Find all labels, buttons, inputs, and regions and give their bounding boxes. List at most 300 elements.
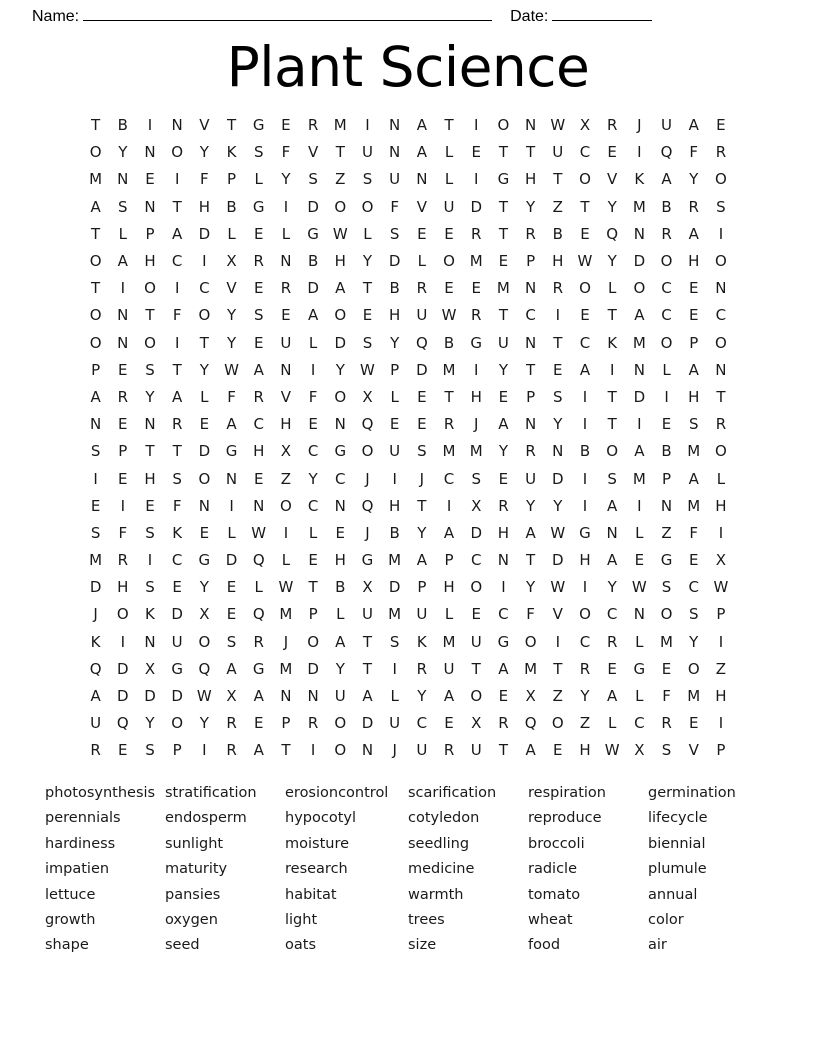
- grid-letter[interactable]: L: [607, 279, 617, 298]
- grid-letter[interactable]: T: [607, 415, 617, 434]
- grid-letter[interactable]: T: [362, 659, 373, 678]
- grid-letter[interactable]: E: [253, 469, 264, 488]
- grid-letter[interactable]: Z: [661, 523, 672, 542]
- grid-letter[interactable]: A: [688, 360, 699, 379]
- grid-letter[interactable]: G: [660, 551, 673, 570]
- grid-letter[interactable]: H: [334, 551, 346, 570]
- grid-letter[interactable]: E: [444, 279, 454, 298]
- grid-letter[interactable]: L: [200, 387, 209, 406]
- grid-letter[interactable]: P: [227, 170, 237, 189]
- grid-letter[interactable]: G: [334, 442, 347, 461]
- grid-letter[interactable]: R: [525, 224, 536, 243]
- grid-letter[interactable]: H: [280, 415, 292, 434]
- grid-letter[interactable]: N: [117, 170, 129, 189]
- grid-letter[interactable]: O: [579, 170, 591, 189]
- grid-letter[interactable]: W: [577, 252, 593, 271]
- grid-letter[interactable]: X: [226, 252, 237, 271]
- word-list-item[interactable]: warmth: [408, 886, 464, 903]
- grid-letter[interactable]: G: [633, 659, 646, 678]
- grid-letter[interactable]: N: [253, 496, 265, 515]
- grid-letter[interactable]: W: [550, 523, 566, 542]
- grid-letter[interactable]: U: [470, 632, 482, 651]
- grid-letter[interactable]: L: [444, 143, 454, 162]
- grid-letter[interactable]: M: [442, 632, 456, 651]
- grid-letter[interactable]: P: [91, 360, 101, 379]
- grid-letter[interactable]: N: [307, 687, 319, 706]
- grid-letter[interactable]: T: [145, 442, 155, 461]
- grid-letter[interactable]: R: [443, 415, 455, 434]
- grid-letter[interactable]: O: [470, 687, 483, 706]
- grid-letter[interactable]: K: [634, 170, 645, 189]
- word-list-item[interactable]: medicine: [408, 861, 475, 878]
- grid-letter[interactable]: C: [470, 551, 482, 570]
- grid-letter[interactable]: I: [637, 143, 642, 162]
- grid-letter[interactable]: C: [416, 714, 428, 733]
- grid-letter[interactable]: L: [635, 523, 644, 542]
- grid-letter[interactable]: N: [606, 523, 618, 542]
- grid-letter[interactable]: Q: [524, 714, 537, 733]
- grid-letter[interactable]: N: [117, 333, 129, 352]
- grid-letter[interactable]: S: [145, 523, 155, 542]
- grid-letter[interactable]: F: [526, 605, 535, 624]
- grid-letter[interactable]: O: [361, 442, 374, 461]
- grid-letter[interactable]: Q: [415, 333, 428, 352]
- grid-letter[interactable]: D: [117, 687, 129, 706]
- grid-letter[interactable]: I: [582, 469, 588, 488]
- grid-letter[interactable]: P: [662, 469, 672, 488]
- grid-letter[interactable]: N: [389, 143, 401, 162]
- grid-letter[interactable]: L: [444, 605, 454, 624]
- grid-letter[interactable]: D: [334, 333, 347, 352]
- grid-letter[interactable]: U: [470, 741, 482, 760]
- grid-letter[interactable]: Y: [226, 333, 237, 352]
- grid-letter[interactable]: A: [607, 551, 618, 570]
- grid-letter[interactable]: C: [171, 551, 183, 570]
- grid-letter[interactable]: M: [496, 279, 510, 298]
- grid-letter[interactable]: E: [199, 523, 210, 542]
- grid-letter[interactable]: H: [198, 197, 210, 216]
- grid-letter[interactable]: S: [389, 224, 400, 243]
- grid-letter[interactable]: M: [687, 687, 701, 706]
- grid-letter[interactable]: H: [579, 741, 591, 760]
- grid-letter[interactable]: F: [200, 170, 209, 189]
- grid-letter[interactable]: N: [497, 551, 510, 570]
- grid-letter[interactable]: W: [196, 687, 212, 706]
- grid-letter[interactable]: C: [171, 252, 183, 271]
- grid-letter[interactable]: G: [361, 551, 374, 570]
- grid-letter[interactable]: D: [552, 551, 564, 570]
- grid-letter[interactable]: E: [417, 415, 427, 434]
- grid-letter[interactable]: I: [582, 415, 588, 434]
- word-list-item[interactable]: air: [648, 937, 667, 954]
- grid-letter[interactable]: Q: [252, 551, 265, 570]
- grid-letter[interactable]: M: [89, 170, 103, 189]
- grid-letter[interactable]: C: [579, 143, 591, 162]
- grid-letter[interactable]: L: [390, 387, 399, 406]
- grid-letter[interactable]: F: [689, 143, 699, 162]
- word-list-item[interactable]: scarification: [408, 785, 497, 801]
- grid-letter[interactable]: R: [606, 116, 618, 135]
- grid-letter[interactable]: D: [144, 687, 156, 706]
- grid-letter[interactable]: D: [361, 714, 374, 733]
- grid-letter[interactable]: J: [392, 741, 397, 760]
- grid-letter[interactable]: J: [419, 469, 425, 488]
- grid-letter[interactable]: T: [607, 387, 617, 406]
- grid-letter[interactable]: E: [172, 578, 182, 597]
- grid-letter[interactable]: P: [172, 741, 182, 760]
- grid-letter[interactable]: V: [199, 116, 210, 135]
- grid-letter[interactable]: B: [389, 523, 400, 542]
- grid-letter[interactable]: P: [716, 741, 726, 760]
- grid-letter[interactable]: I: [609, 360, 615, 379]
- grid-letter[interactable]: D: [307, 197, 319, 216]
- grid-letter[interactable]: E: [661, 415, 672, 434]
- grid-letter[interactable]: P: [526, 387, 536, 406]
- word-list-item[interactable]: respiration: [528, 785, 606, 801]
- grid-letter[interactable]: Y: [226, 306, 237, 325]
- grid-letter[interactable]: Y: [145, 714, 155, 733]
- word-list-item[interactable]: reproduce: [528, 810, 602, 827]
- word-list-item[interactable]: radicle: [528, 861, 578, 878]
- grid-letter[interactable]: M: [469, 252, 483, 271]
- grid-letter[interactable]: S: [145, 741, 155, 760]
- word-list-item[interactable]: plumule: [648, 861, 707, 878]
- word-list-item[interactable]: annual: [648, 886, 698, 903]
- grid-letter[interactable]: Q: [606, 224, 619, 243]
- grid-letter[interactable]: A: [525, 523, 536, 542]
- word-list-item[interactable]: moisture: [285, 835, 350, 852]
- grid-letter[interactable]: M: [442, 360, 456, 379]
- grid-letter[interactable]: T: [498, 224, 508, 243]
- grid-letter[interactable]: U: [334, 687, 346, 706]
- grid-letter[interactable]: E: [118, 741, 128, 760]
- grid-letter[interactable]: V: [307, 143, 319, 162]
- grid-letter[interactable]: T: [553, 333, 563, 352]
- grid-letter[interactable]: Y: [199, 360, 209, 379]
- word-list-item[interactable]: perennials: [45, 810, 121, 827]
- grid-letter[interactable]: A: [416, 551, 427, 570]
- grid-letter[interactable]: R: [416, 279, 428, 298]
- word-list-item[interactable]: hardiness: [45, 835, 116, 852]
- grid-letter[interactable]: U: [361, 605, 373, 624]
- grid-letter[interactable]: C: [525, 306, 536, 325]
- word-list-item[interactable]: food: [528, 937, 561, 954]
- grid-letter[interactable]: L: [607, 714, 617, 733]
- grid-letter[interactable]: R: [226, 714, 237, 733]
- grid-letter[interactable]: Y: [390, 333, 400, 352]
- grid-letter[interactable]: I: [718, 224, 724, 243]
- grid-letter[interactable]: H: [524, 170, 537, 189]
- grid-letter[interactable]: E: [226, 605, 237, 624]
- grid-letter[interactable]: P: [716, 605, 726, 624]
- grid-letter[interactable]: T: [553, 659, 563, 678]
- grid-letter[interactable]: U: [389, 442, 401, 461]
- grid-letter[interactable]: I: [120, 632, 125, 651]
- grid-letter[interactable]: C: [253, 415, 264, 434]
- grid-letter[interactable]: Z: [579, 714, 591, 733]
- grid-letter[interactable]: O: [144, 333, 156, 352]
- grid-letter[interactable]: E: [471, 279, 481, 298]
- grid-letter[interactable]: E: [716, 116, 726, 135]
- grid-letter[interactable]: I: [474, 170, 479, 189]
- grid-letter[interactable]: X: [471, 496, 482, 515]
- grid-letter[interactable]: L: [281, 224, 291, 243]
- grid-letter[interactable]: R: [253, 632, 264, 651]
- grid-letter[interactable]: L: [308, 523, 318, 542]
- grid-letter[interactable]: U: [443, 659, 455, 678]
- grid-letter[interactable]: B: [661, 197, 672, 216]
- grid-letter[interactable]: P: [526, 252, 536, 271]
- grid-letter[interactable]: Q: [116, 714, 129, 733]
- grid-letter[interactable]: G: [497, 632, 510, 651]
- grid-letter[interactable]: X: [362, 387, 373, 406]
- grid-letter[interactable]: N: [633, 224, 645, 243]
- grid-letter[interactable]: H: [389, 306, 401, 325]
- grid-letter[interactable]: E: [362, 306, 373, 325]
- grid-letter[interactable]: U: [661, 116, 673, 135]
- grid-letter[interactable]: M: [632, 197, 646, 216]
- grid-letter[interactable]: J: [365, 523, 370, 542]
- grid-letter[interactable]: A: [443, 523, 455, 542]
- grid-letter[interactable]: I: [555, 306, 560, 325]
- grid-letter[interactable]: L: [635, 687, 644, 706]
- grid-letter[interactable]: T: [580, 197, 590, 216]
- grid-letter[interactable]: C: [661, 306, 672, 325]
- grid-letter[interactable]: N: [715, 360, 727, 379]
- grid-letter[interactable]: A: [634, 306, 645, 325]
- grid-letter[interactable]: R: [307, 714, 319, 733]
- grid-letter[interactable]: E: [118, 415, 128, 434]
- grid-letter[interactable]: Y: [607, 252, 617, 271]
- grid-letter[interactable]: Q: [361, 496, 374, 515]
- grid-letter[interactable]: E: [553, 741, 563, 760]
- grid-letter[interactable]: D: [307, 659, 319, 678]
- grid-letter[interactable]: O: [715, 333, 727, 352]
- grid-letter[interactable]: Z: [552, 197, 563, 216]
- grid-letter[interactable]: W: [550, 578, 566, 597]
- grid-letter[interactable]: C: [715, 306, 727, 325]
- grid-letter[interactable]: T: [91, 224, 101, 243]
- grid-letter[interactable]: V: [607, 170, 618, 189]
- grid-letter[interactable]: I: [718, 714, 724, 733]
- grid-letter[interactable]: M: [89, 551, 103, 570]
- grid-letter[interactable]: O: [334, 741, 347, 760]
- grid-letter[interactable]: U: [171, 632, 183, 651]
- grid-letter[interactable]: L: [227, 523, 236, 542]
- grid-letter[interactable]: D: [470, 523, 482, 542]
- grid-letter[interactable]: E: [145, 496, 155, 515]
- grid-letter[interactable]: E: [444, 224, 454, 243]
- grid-letter[interactable]: N: [334, 415, 346, 434]
- grid-letter[interactable]: R: [471, 306, 482, 325]
- grid-letter[interactable]: B: [226, 197, 237, 216]
- grid-letter[interactable]: T: [607, 306, 617, 325]
- grid-letter[interactable]: O: [497, 116, 510, 135]
- grid-letter[interactable]: G: [225, 442, 238, 461]
- grid-letter[interactable]: Y: [689, 632, 699, 651]
- grid-letter[interactable]: C: [579, 632, 591, 651]
- grid-letter[interactable]: S: [253, 143, 264, 162]
- word-list-item[interactable]: impatien: [45, 861, 110, 878]
- grid-letter[interactable]: H: [144, 252, 156, 271]
- grid-letter[interactable]: A: [525, 741, 536, 760]
- grid-letter[interactable]: L: [308, 333, 318, 352]
- grid-letter[interactable]: T: [716, 387, 726, 406]
- grid-letter[interactable]: O: [171, 714, 184, 733]
- grid-letter[interactable]: S: [389, 632, 400, 651]
- grid-letter[interactable]: A: [661, 170, 672, 189]
- grid-letter[interactable]: O: [361, 197, 374, 216]
- grid-letter[interactable]: U: [90, 714, 102, 733]
- grid-letter[interactable]: S: [688, 605, 699, 624]
- grid-letter[interactable]: P: [417, 578, 427, 597]
- grid-letter[interactable]: A: [607, 687, 618, 706]
- grid-letter[interactable]: E: [471, 143, 481, 162]
- grid-letter[interactable]: C: [688, 578, 699, 597]
- grid-letter[interactable]: Y: [607, 578, 617, 597]
- grid-letter[interactable]: A: [335, 279, 346, 298]
- grid-letter[interactable]: I: [474, 360, 479, 379]
- grid-letter[interactable]: H: [688, 252, 700, 271]
- grid-letter[interactable]: S: [253, 306, 264, 325]
- grid-letter[interactable]: N: [280, 360, 292, 379]
- grid-letter[interactable]: J: [365, 469, 370, 488]
- grid-letter[interactable]: U: [416, 741, 428, 760]
- grid-letter[interactable]: R: [280, 279, 292, 298]
- grid-letter[interactable]: A: [226, 659, 237, 678]
- grid-letter[interactable]: H: [144, 469, 156, 488]
- grid-letter[interactable]: V: [280, 387, 292, 406]
- grid-letter[interactable]: Y: [526, 496, 536, 515]
- grid-letter[interactable]: N: [633, 605, 645, 624]
- grid-letter[interactable]: T: [526, 551, 536, 570]
- grid-letter[interactable]: N: [334, 496, 346, 515]
- word-list-item[interactable]: oats: [285, 937, 316, 954]
- grid-letter[interactable]: Y: [526, 197, 536, 216]
- grid-letter[interactable]: I: [365, 116, 370, 135]
- grid-letter[interactable]: J: [93, 605, 98, 624]
- grid-letter[interactable]: N: [144, 143, 156, 162]
- grid-letter[interactable]: O: [171, 143, 184, 162]
- grid-letter[interactable]: D: [307, 279, 319, 298]
- grid-letter[interactable]: C: [498, 605, 509, 624]
- grid-letter[interactable]: X: [634, 741, 645, 760]
- grid-letter[interactable]: I: [120, 279, 125, 298]
- grid-letter[interactable]: A: [335, 632, 346, 651]
- grid-letter[interactable]: D: [225, 551, 238, 570]
- grid-letter[interactable]: R: [117, 387, 128, 406]
- grid-letter[interactable]: S: [607, 469, 617, 488]
- grid-letter[interactable]: F: [662, 687, 671, 706]
- grid-letter[interactable]: Q: [252, 605, 265, 624]
- grid-letter[interactable]: A: [172, 224, 183, 243]
- word-list-item[interactable]: erosioncontrol: [285, 785, 389, 801]
- grid-letter[interactable]: H: [443, 578, 455, 597]
- grid-letter[interactable]: A: [90, 387, 101, 406]
- grid-letter[interactable]: L: [118, 224, 127, 243]
- grid-letter[interactable]: D: [117, 659, 129, 678]
- grid-letter[interactable]: D: [89, 578, 102, 597]
- grid-letter[interactable]: U: [389, 714, 401, 733]
- grid-letter[interactable]: O: [551, 714, 564, 733]
- grid-letter[interactable]: R: [715, 415, 727, 434]
- grid-letter[interactable]: E: [607, 659, 617, 678]
- grid-letter[interactable]: W: [604, 741, 620, 760]
- grid-letter[interactable]: E: [580, 224, 590, 243]
- word-list-item[interactable]: oxygen: [165, 912, 218, 929]
- grid-letter[interactable]: N: [89, 415, 102, 434]
- grid-letter[interactable]: V: [416, 197, 427, 216]
- grid-letter[interactable]: X: [579, 116, 591, 135]
- grid-letter[interactable]: E: [253, 714, 264, 733]
- grid-letter[interactable]: D: [198, 442, 211, 461]
- grid-letter[interactable]: R: [307, 116, 319, 135]
- grid-letter[interactable]: O: [89, 252, 102, 271]
- grid-letter[interactable]: A: [172, 387, 183, 406]
- grid-letter[interactable]: H: [715, 687, 727, 706]
- grid-letter[interactable]: T: [417, 496, 427, 515]
- grid-letter[interactable]: E: [607, 143, 617, 162]
- grid-letter[interactable]: S: [688, 415, 699, 434]
- grid-letter[interactable]: M: [632, 333, 646, 352]
- grid-letter[interactable]: T: [362, 279, 373, 298]
- grid-letter[interactable]: I: [174, 170, 180, 189]
- grid-letter[interactable]: U: [416, 306, 428, 325]
- grid-letter[interactable]: X: [280, 442, 292, 461]
- grid-letter[interactable]: R: [579, 659, 591, 678]
- grid-letter[interactable]: E: [661, 659, 672, 678]
- grid-letter[interactable]: E: [688, 279, 699, 298]
- grid-letter[interactable]: X: [199, 605, 210, 624]
- grid-letter[interactable]: X: [525, 687, 536, 706]
- grid-letter[interactable]: U: [443, 197, 455, 216]
- grid-letter[interactable]: R: [661, 224, 672, 243]
- grid-letter[interactable]: Y: [308, 469, 318, 488]
- grid-letter[interactable]: W: [441, 306, 457, 325]
- grid-letter[interactable]: C: [443, 469, 455, 488]
- grid-letter[interactable]: D: [388, 578, 401, 597]
- grid-letter[interactable]: A: [443, 687, 455, 706]
- grid-letter[interactable]: I: [120, 496, 125, 515]
- grid-letter[interactable]: A: [579, 360, 591, 379]
- grid-letter[interactable]: O: [470, 578, 483, 597]
- grid-letter[interactable]: W: [631, 578, 647, 597]
- grid-letter[interactable]: Y: [199, 578, 209, 597]
- grid-letter[interactable]: D: [633, 252, 646, 271]
- grid-letter[interactable]: L: [444, 170, 454, 189]
- grid-letter[interactable]: A: [416, 116, 427, 135]
- grid-letter[interactable]: F: [281, 143, 291, 162]
- grid-letter[interactable]: N: [715, 279, 727, 298]
- grid-letter[interactable]: U: [497, 333, 509, 352]
- grid-letter[interactable]: A: [253, 360, 264, 379]
- grid-letter[interactable]: Q: [660, 143, 673, 162]
- grid-letter[interactable]: A: [253, 741, 264, 760]
- grid-letter[interactable]: N: [524, 333, 537, 352]
- grid-letter[interactable]: R: [715, 143, 727, 162]
- grid-letter[interactable]: R: [661, 714, 672, 733]
- grid-letter[interactable]: N: [144, 415, 156, 434]
- word-list-item[interactable]: seedling: [408, 835, 470, 852]
- grid-letter[interactable]: L: [227, 224, 236, 243]
- grid-letter[interactable]: A: [362, 687, 373, 706]
- grid-letter[interactable]: M: [687, 496, 701, 515]
- grid-letter[interactable]: Y: [335, 360, 345, 379]
- grid-letter[interactable]: E: [688, 714, 699, 733]
- grid-letter[interactable]: M: [632, 469, 646, 488]
- grid-letter[interactable]: N: [524, 116, 537, 135]
- grid-letter[interactable]: L: [662, 360, 671, 379]
